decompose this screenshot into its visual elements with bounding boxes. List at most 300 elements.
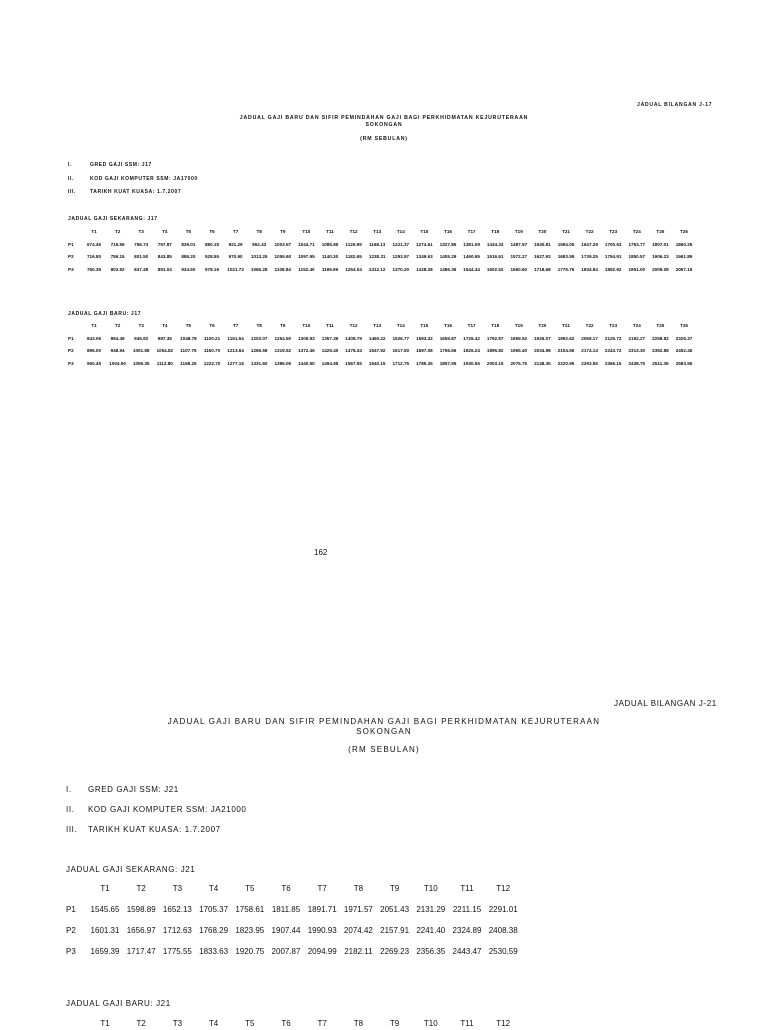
table-cell: 1349.63 xyxy=(416,254,433,259)
table-cell: 1372.46 xyxy=(298,348,315,353)
table-cell: 1785.35 xyxy=(416,360,433,366)
column-header: T16 xyxy=(444,323,452,328)
column-header: T7 xyxy=(232,229,239,234)
table-cell: 1567.55 xyxy=(345,360,362,366)
table-cell: 2148.35 xyxy=(534,360,551,366)
table-cell: 934.60 xyxy=(181,266,196,272)
info-num: III. xyxy=(68,189,76,195)
column-header: T16 xyxy=(444,229,452,234)
table-cell: 1100.21 xyxy=(203,335,221,341)
table-cell: 1327.85 xyxy=(439,241,457,247)
column-header: T1 xyxy=(100,884,110,893)
column-header: T1 xyxy=(100,1019,110,1028)
table-cell: 886.20 xyxy=(181,254,196,259)
table-cell: 1238.31 xyxy=(368,254,386,259)
column-header: T7 xyxy=(232,323,239,328)
table-cell: 1213.64 xyxy=(227,348,244,353)
column-header: T14 xyxy=(396,229,405,234)
column-header: T8 xyxy=(353,884,364,893)
table-cell: 1990.93 xyxy=(307,926,337,935)
table-cell: 2511.35 xyxy=(652,360,669,366)
table-cell: 1598.89 xyxy=(126,905,156,914)
info-text: GRED GAJI SSM: J17 xyxy=(90,162,152,168)
column-header: T14 xyxy=(396,323,405,328)
table-cell: 962.43 xyxy=(252,241,267,247)
table-cell: 1683.59 xyxy=(557,254,575,259)
column-header: T4 xyxy=(208,884,219,893)
table-cell: 1085.85 xyxy=(321,241,339,247)
table-cell: 2211.15 xyxy=(452,905,482,914)
column-header: T8 xyxy=(256,323,262,328)
table-cell: 1152.40 xyxy=(298,266,315,272)
table-cell: 1775.55 xyxy=(162,947,192,956)
table-cell: 1107.76 xyxy=(180,348,197,353)
row-label: P2 xyxy=(68,348,74,353)
column-header: T12 xyxy=(349,323,358,328)
column-header: T2 xyxy=(136,884,146,893)
table-cell: 1516.61 xyxy=(486,254,504,259)
current-heading-j21: JADUAL GAJI SEKARANG: J21 xyxy=(66,865,196,874)
column-header: T11 xyxy=(326,323,334,328)
column-header: T19 xyxy=(514,323,523,328)
table-cell: 1617.50 xyxy=(392,348,410,353)
column-header: T18 xyxy=(491,229,500,234)
table-cell: 1717.47 xyxy=(126,947,156,956)
table-cell: 1097.95 xyxy=(298,254,315,259)
table-cell: 1486.36 xyxy=(439,266,457,272)
table-cell: 1168.25 xyxy=(180,360,197,366)
column-header: T17 xyxy=(467,323,476,328)
table-row xyxy=(0,336,768,344)
table-cell: 921.29 xyxy=(228,241,243,247)
table-cell: 1807.01 xyxy=(652,241,669,247)
table-cell: 894.49 xyxy=(110,335,125,341)
table-cell: 2313.30 xyxy=(628,348,646,353)
table-cell: 1293.97 xyxy=(392,254,410,259)
table-cell: 1108.84 xyxy=(274,266,291,272)
title-line2-j21: SOKONGAN xyxy=(356,727,412,736)
column-header: T11 xyxy=(460,1019,474,1028)
table-cell: 1370.20 xyxy=(392,266,410,272)
column-header: T6 xyxy=(209,229,215,234)
table-cell: 1794.91 xyxy=(604,254,622,259)
table-cell: 847.48 xyxy=(134,266,149,272)
column-header: T5 xyxy=(245,1019,255,1028)
table-cell: 1001.88 xyxy=(132,348,150,353)
table-cell: 1126.99 xyxy=(345,241,362,247)
table-cell: 1357.36 xyxy=(321,335,339,341)
column-header: T23 xyxy=(609,323,618,328)
table-cell: 716.80 xyxy=(86,254,102,259)
table-row xyxy=(0,242,768,250)
table-cell: 2174.14 xyxy=(581,348,598,353)
table-cell: 1926.07 xyxy=(534,335,551,341)
row-label: P3 xyxy=(66,947,76,956)
table-cell: 1425.40 xyxy=(321,348,339,353)
table-cell: 880.15 xyxy=(204,241,220,247)
table-row xyxy=(0,926,768,937)
table-cell: 1059.35 xyxy=(132,360,150,366)
table-cell: 1895.82 xyxy=(486,348,504,353)
table-cell: 1594.05 xyxy=(557,241,575,247)
table-cell: 1151.64 xyxy=(227,335,244,341)
table-cell: 1627.93 xyxy=(534,254,551,259)
table-cell: 1274.61 xyxy=(416,241,433,247)
table-cell: 2530.59 xyxy=(488,947,518,956)
column-header: T2 xyxy=(136,1019,146,1028)
info-text: KOD GAJI KOMPUTER SSM: JA21000 xyxy=(88,805,247,814)
info-num: II. xyxy=(68,176,74,182)
table-cell: 1021.72 xyxy=(227,266,244,272)
table-cell: 1254.50 xyxy=(274,335,292,341)
table-cell: 1460.22 xyxy=(368,335,386,341)
info-text: GRED GAJI SSM: J21 xyxy=(88,785,179,794)
info-text: TARIKH KUAT KUASA: 1.7.2007 xyxy=(88,825,221,834)
column-header: T24 xyxy=(632,323,641,328)
column-header: T24 xyxy=(632,229,641,234)
table-cell: 2382.88 xyxy=(652,348,669,353)
title-line1-j17: JADUAL GAJI BARU DAN SIFIR PEMINDAHAN GAJI BAGI PERKHIDMATAN KEJURUTERAAN xyxy=(239,115,529,121)
table-cell: 1739.25 xyxy=(581,254,598,259)
column-header: T11 xyxy=(460,884,474,893)
info-num: II. xyxy=(66,805,75,814)
table-cell: 756.73 xyxy=(134,241,149,247)
table-cell: 1254.04 xyxy=(345,266,362,272)
column-header: T18 xyxy=(491,323,500,328)
table-cell: 797.87 xyxy=(157,241,172,247)
column-header: T3 xyxy=(172,884,183,893)
table-cell: 2075.75 xyxy=(510,360,528,366)
new-heading-j21: JADUAL GAJI BARU: J21 xyxy=(66,999,171,1008)
column-header: T25 xyxy=(656,229,665,234)
table-cell: 1660.60 xyxy=(510,266,528,272)
row-label: P3 xyxy=(68,360,74,366)
table-cell: 948.94 xyxy=(110,348,125,353)
table-cell: 760.36 xyxy=(86,266,102,272)
column-header: T21 xyxy=(562,229,570,234)
table-cell: 1487.57 xyxy=(510,241,528,247)
table-cell: 1572.27 xyxy=(510,254,528,259)
table-cell: 1044.71 xyxy=(298,241,315,247)
table-cell: 1266.58 xyxy=(250,348,268,353)
table-cell: 2408.38 xyxy=(488,926,518,935)
table-ref-j21: JADUAL BILANGAN J-21 xyxy=(614,699,717,708)
table-cell: 997.35 xyxy=(157,335,172,341)
table-cell: 1013.25 xyxy=(250,254,268,259)
column-header: T2 xyxy=(114,229,121,234)
info-text: TARIKH KUAT KUASA: 1.7.2007 xyxy=(90,189,182,195)
column-header: T7 xyxy=(317,884,327,893)
column-header: T6 xyxy=(281,1019,291,1028)
column-header: T1 xyxy=(91,323,97,328)
table-row xyxy=(0,947,768,958)
info-num: I. xyxy=(68,162,72,168)
table-cell: 1331.60 xyxy=(250,360,268,366)
column-header: T17 xyxy=(467,229,476,234)
table-cell: 1547.92 xyxy=(368,348,386,353)
table-cell: 1833.63 xyxy=(199,947,229,956)
table-cell: 2324.89 xyxy=(452,926,482,935)
table-cell: 2157.91 xyxy=(380,926,410,935)
info-date-j17 xyxy=(68,189,181,195)
table-cell: 1920.75 xyxy=(235,947,265,956)
table-row xyxy=(0,361,768,369)
info-num: I. xyxy=(66,785,72,794)
table-cell: 2258.82 xyxy=(652,335,669,341)
table-cell: 1048.78 xyxy=(180,335,197,341)
table-cell: 715.59 xyxy=(110,241,125,247)
column-header: T1 xyxy=(91,229,97,234)
table-cell: 843.85 xyxy=(157,254,172,259)
column-header: T4 xyxy=(162,323,168,328)
column-header: T10 xyxy=(423,884,438,893)
table-cell: 1712.75 xyxy=(392,360,410,366)
table-cell: 1408.79 xyxy=(345,335,362,341)
info-date-j21 xyxy=(66,825,221,834)
table-row xyxy=(0,254,768,262)
column-header-row xyxy=(0,229,768,237)
table-cell: 1386.05 xyxy=(274,360,292,366)
table-cell: 1656.97 xyxy=(126,926,156,935)
table-cell: 1168.13 xyxy=(369,241,386,247)
table-cell: 1753.77 xyxy=(628,241,646,247)
column-header: T23 xyxy=(609,229,618,234)
column-header-row xyxy=(0,323,768,331)
table-cell: 2241.40 xyxy=(416,926,446,935)
table-cell: 1823.95 xyxy=(235,926,265,935)
table-cell: 1906.23 xyxy=(652,254,669,259)
column-header: T9 xyxy=(280,323,286,328)
column-header: T25 xyxy=(656,323,665,328)
table-cell: 2074.42 xyxy=(343,926,373,935)
table-cell: 978.16 xyxy=(204,266,220,272)
column-header: T19 xyxy=(514,229,523,234)
table-cell: 1811.85 xyxy=(271,905,301,914)
column-header: T4 xyxy=(162,229,168,234)
table-cell: 950.45 xyxy=(86,360,102,366)
table-cell: 1971.57 xyxy=(343,905,373,914)
column-header: T8 xyxy=(256,229,262,234)
table-row xyxy=(0,905,768,916)
table-cell: 2131.29 xyxy=(416,905,446,914)
table-cell: 1065.28 xyxy=(250,266,268,272)
table-cell: 928.55 xyxy=(204,254,220,259)
column-header: T12 xyxy=(496,884,511,893)
table-cell: 843.06 xyxy=(86,335,102,341)
column-header: T10 xyxy=(423,1019,438,1028)
column-header: T26 xyxy=(680,323,688,328)
table-cell: 945.92 xyxy=(134,335,149,341)
table-cell: 2443.47 xyxy=(452,947,482,956)
column-header: T3 xyxy=(138,323,144,328)
table-cell: 1659.39 xyxy=(90,947,120,956)
table-cell: 1440.50 xyxy=(298,360,315,366)
column-header: T3 xyxy=(138,229,144,234)
column-header: T13 xyxy=(373,323,382,328)
table-cell: 2182.11 xyxy=(344,947,373,956)
info-code-j21 xyxy=(66,805,246,814)
table-cell: 1930.55 xyxy=(463,360,480,366)
table-cell: 1601.31 xyxy=(90,926,120,935)
table-cell: 2438.75 xyxy=(628,360,646,366)
table-cell: 1768.29 xyxy=(199,926,229,935)
column-header: T15 xyxy=(420,323,429,328)
table-cell: 1319.52 xyxy=(274,348,292,353)
table-cell: 1113.80 xyxy=(156,360,173,366)
table-cell: 1705.37 xyxy=(199,905,229,914)
table-cell: 803.92 xyxy=(110,266,125,272)
table-cell: 1961.89 xyxy=(675,254,693,259)
table-cell: 2293.55 xyxy=(581,360,598,366)
row-label: P3 xyxy=(68,266,74,272)
table-cell: 1305.93 xyxy=(298,335,315,341)
table-cell: 1826.24 xyxy=(463,348,480,353)
table-cell: 1405.29 xyxy=(439,254,457,259)
table-cell: 1850.57 xyxy=(628,254,646,259)
table-cell: 1965.40 xyxy=(510,348,528,353)
column-header: T8 xyxy=(353,1019,364,1028)
table-cell: 1545.65 xyxy=(90,905,120,914)
column-header: T22 xyxy=(585,229,594,234)
table-cell: 2051.43 xyxy=(380,905,410,914)
table-cell: 1494.95 xyxy=(321,360,339,366)
table-cell: 1203.07 xyxy=(250,335,268,341)
table-cell: 1003.57 xyxy=(274,241,292,247)
table-cell: 2067.16 xyxy=(675,266,693,272)
table-cell: 1460.95 xyxy=(463,254,480,259)
table-cell: 1593.32 xyxy=(416,335,433,341)
column-header: T4 xyxy=(208,1019,219,1028)
title-line1-j21: JADUAL GAJI BARU DAN SIFIR PEMINDAHAN GAJI BAGI PERKHIDMATAN KEJURUTERAAN xyxy=(167,717,601,726)
table-cell: 1195.96 xyxy=(321,266,339,272)
table-cell: 1859.52 xyxy=(510,335,528,341)
table-cell: 839.01 xyxy=(181,241,196,247)
column-header: T26 xyxy=(680,229,688,234)
column-header: T11 xyxy=(326,229,334,234)
table-cell: 1544.44 xyxy=(463,266,480,272)
row-label: P1 xyxy=(68,335,74,341)
table-cell: 1726.42 xyxy=(463,335,480,341)
table-cell: 1687.08 xyxy=(416,348,433,353)
table-cell: 2356.35 xyxy=(416,947,446,956)
info-num: III. xyxy=(66,825,78,834)
column-header: T12 xyxy=(349,229,358,234)
table-cell: 1312.12 xyxy=(368,266,386,272)
title-line2-j17: SOKONGAN xyxy=(365,122,403,128)
table-cell: 896.00 xyxy=(86,348,102,353)
subtitle-j17: (RM SEBULAN) xyxy=(360,136,408,142)
table-cell: 2325.37 xyxy=(675,335,693,341)
table-cell: 2366.15 xyxy=(604,360,622,366)
column-header: T12 xyxy=(496,1019,511,1028)
table-cell: 1478.34 xyxy=(345,348,362,353)
table-cell: 1160.70 xyxy=(203,348,221,353)
table-cell: 1891.71 xyxy=(307,905,337,914)
table-cell: 1776.76 xyxy=(557,266,575,272)
info-text: KOD GAJI KOMPUTER SSM: JA17000 xyxy=(90,176,198,182)
table-cell: 1907.44 xyxy=(271,926,301,935)
page-number: 162 xyxy=(314,548,328,557)
table-cell: 2291.01 xyxy=(488,905,518,914)
table-cell: 1054.82 xyxy=(156,348,174,353)
column-header: T2 xyxy=(114,323,121,328)
column-header: T6 xyxy=(209,323,215,328)
column-header: T6 xyxy=(281,884,291,893)
info-code-j17 xyxy=(68,176,198,182)
table-cell: 1055.60 xyxy=(274,254,292,259)
table-cell: 1951.00 xyxy=(628,266,646,272)
table-cell: 1540.81 xyxy=(534,241,551,247)
table-cell: 1700.53 xyxy=(604,241,622,247)
table-cell: 1428.28 xyxy=(416,266,433,272)
row-label: P1 xyxy=(68,241,74,247)
table-cell: 1434.33 xyxy=(486,241,504,247)
current-heading-j17: JADUAL GAJI SEKARANG: J17 xyxy=(68,216,158,222)
column-header: T5 xyxy=(245,884,255,893)
table-cell: 759.15 xyxy=(110,254,125,259)
table-cell: 1640.15 xyxy=(368,360,386,366)
column-header: T21 xyxy=(562,323,570,328)
column-header: T5 xyxy=(185,323,192,328)
table-cell: 1602.52 xyxy=(486,266,504,272)
table-cell: 2104.56 xyxy=(557,348,575,353)
table-cell: 1860.25 xyxy=(675,241,693,247)
column-header: T13 xyxy=(373,229,382,234)
table-cell: 1647.29 xyxy=(581,241,598,247)
column-header: T20 xyxy=(538,229,547,234)
table-cell: 1758.61 xyxy=(235,905,265,914)
table-cell: 1992.62 xyxy=(557,335,575,341)
table-cell: 1526.77 xyxy=(392,335,410,341)
column-header-row xyxy=(0,1019,768,1030)
table-cell: 1381.09 xyxy=(463,241,480,247)
table-cell: 1712.63 xyxy=(162,926,192,935)
table-cell: 1140.30 xyxy=(321,254,339,259)
table-cell: 2583.95 xyxy=(675,360,693,366)
table-cell: 1756.66 xyxy=(439,348,457,353)
row-label: P2 xyxy=(66,926,76,935)
table-cell: 1892.92 xyxy=(604,266,622,272)
table-cell: 1004.90 xyxy=(109,360,126,366)
table-cell: 1652.13 xyxy=(162,905,192,914)
column-header: T22 xyxy=(585,323,594,328)
table-cell: 1277.15 xyxy=(227,360,244,366)
table-cell: 2220.95 xyxy=(557,360,575,366)
table-cell: 1182.65 xyxy=(345,254,362,259)
column-header: T7 xyxy=(317,1019,327,1028)
column-header: T10 xyxy=(302,323,311,328)
row-label: P2 xyxy=(68,254,74,259)
column-header: T9 xyxy=(389,884,400,893)
table-cell: 1792.97 xyxy=(486,335,504,341)
column-header: T15 xyxy=(420,229,429,234)
table-cell: 891.04 xyxy=(157,266,172,272)
table-cell: 1857.95 xyxy=(439,360,457,366)
column-header: T9 xyxy=(280,229,286,234)
column-header: T10 xyxy=(302,229,311,234)
table-cell: 2059.17 xyxy=(581,335,598,341)
column-header: T5 xyxy=(185,229,192,234)
table-cell: 2003.15 xyxy=(486,360,504,366)
table-cell: 1221.37 xyxy=(392,241,410,247)
table-cell: 2125.72 xyxy=(604,335,622,341)
table-row xyxy=(0,267,768,275)
column-header: T20 xyxy=(538,323,547,328)
table-cell: 801.50 xyxy=(134,254,149,259)
info-grade-j17 xyxy=(68,162,152,168)
table-cell: 1222.70 xyxy=(203,360,221,366)
table-cell: 2034.98 xyxy=(534,348,551,353)
